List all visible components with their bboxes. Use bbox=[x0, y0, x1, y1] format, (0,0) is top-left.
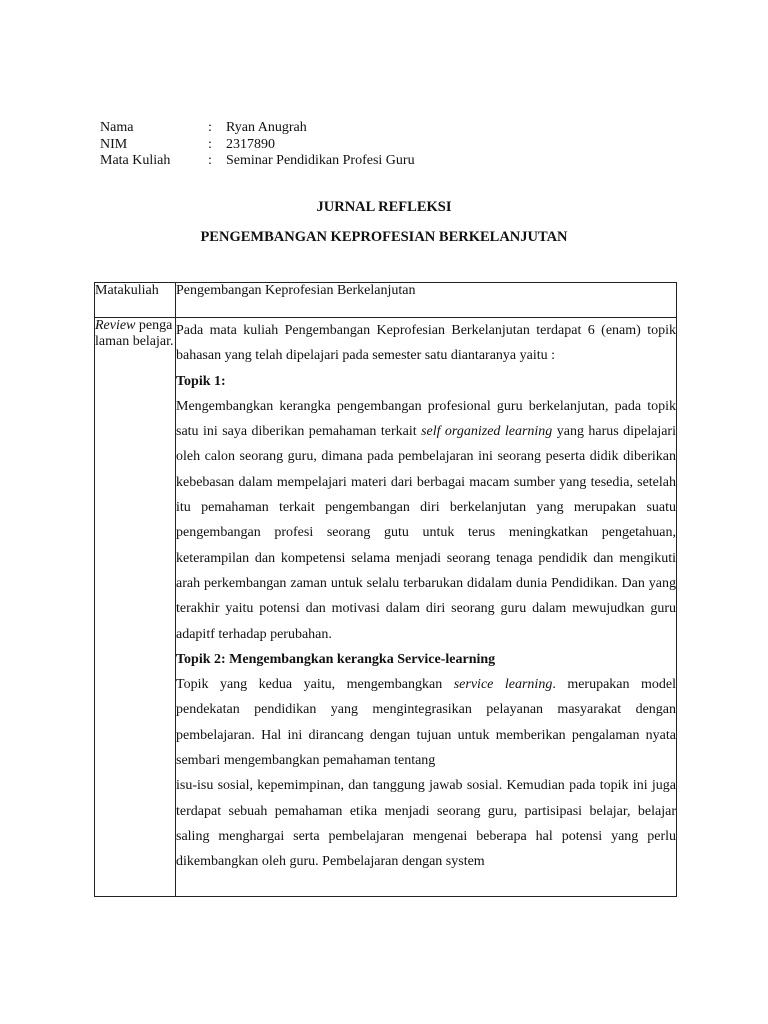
document-title: JURNAL REFLEKSI bbox=[316, 199, 452, 215]
review-content-cell bbox=[176, 318, 677, 897]
table-row bbox=[95, 283, 677, 318]
topic-1-text-b: yang harus dipelajari oleh calon seorang guru, dimana pada pembelajaran ini seorang peserta didik diberikan kebebasan dalam mempelajari materi dari berbagai macam sumber yang tesedia, setelah itu pemahaman terkait pengembangan diri berkelanjutan yang merupakan suatu pengembangan profesi seorang gutu untuk terus meningkatkan pengetahuan, keterampilan dan kompetensi selama menjadi seorang tenaga pendidik dan mengikuti arah perkembangan zaman untuk selalu terbarukan didalam dunia Pendidikan. Dan yang terakhir yaitu potensi dan motivasi dalam diri seorang guru dalam mewujudkan guru adapitf terhadap perubahan. bbox=[176, 424, 676, 642]
identity-label: NIM bbox=[100, 136, 128, 152]
identity-row-mata-kuliah bbox=[100, 153, 415, 170]
intro-paragraph: Pada mata kuliah Pengembangan Keprofesian Berkelanjutan terdapat 6 (enam) topik bahasan yang telah dipelajari pada semester satu diantaranya yaitu : bbox=[176, 323, 676, 364]
review-label-italic: Review bbox=[95, 318, 136, 333]
table-row bbox=[95, 318, 677, 897]
topic-2-paragraph bbox=[176, 672, 676, 773]
course-label-cell bbox=[95, 283, 176, 318]
topic-2-text-italic: service learning bbox=[453, 677, 553, 693]
identity-value: 2317890 bbox=[226, 136, 275, 152]
identity-label: Nama bbox=[100, 120, 134, 135]
identity-separator: : bbox=[208, 136, 212, 152]
topic-1-heading: Topik 1: bbox=[176, 373, 226, 389]
topic-1-text-a: Mengembangkan kerangka pengembangan profesional guru berkelanjutan, pada topik satu ini saya diberikan pemahaman terkait bbox=[176, 398, 676, 440]
identity-block bbox=[100, 120, 415, 170]
identity-separator: : bbox=[208, 153, 212, 168]
identity-row-nim bbox=[100, 137, 415, 154]
identity-label: Mata Kuliah bbox=[100, 153, 171, 168]
course-value: Pengembangan Keprofesian Berkelanjutan bbox=[176, 283, 416, 298]
reflection-table bbox=[94, 282, 677, 897]
topic-2-heading: Topik 2: Mengembangkan kerangka Service-learning bbox=[176, 651, 496, 667]
topic-1-text-italic: self organized learning bbox=[421, 424, 553, 440]
topic-2-text-a: Topik yang kedua yaitu, mengembangkan bbox=[176, 677, 454, 693]
review-label-rest: pengalaman belajar. bbox=[95, 318, 174, 349]
identity-value: Ryan Anugrah bbox=[226, 120, 307, 135]
identity-separator: : bbox=[208, 120, 212, 135]
identity-row-nama bbox=[100, 120, 415, 137]
topic-2-paragraph-continued: isu-isu sosial, kepemimpinan, dan tanggung jawab sosial. Kemudian pada topik ini juga terdapat sebuah pemahaman etika menjadi seorang guru, partisipasi belajar, belajar saling menghargai serta pembelajaran mengenai beberapa hal potensi yang perlu dikembangkan oleh guru. Pembelajaran dengan system bbox=[176, 778, 676, 870]
course-value-cell bbox=[176, 283, 677, 318]
topic-2-text-b: . merupakan model pendekatan pendidikan yang mengintegrasikan pelayanan masyarakat dengan pembelajaran. Hal ini dirancang dengan tujuan untuk memberikan pengalaman nyata sembari mengembangkan pemahaman tentang bbox=[176, 677, 677, 769]
review-label-cell bbox=[95, 318, 176, 897]
identity-value: Seminar Pendidikan Profesi Guru bbox=[226, 153, 415, 168]
topic-1-paragraph bbox=[176, 394, 676, 647]
course-label: Matakuliah bbox=[95, 283, 159, 298]
document-subtitle: PENGEMBANGAN KEPROFESIAN BERKELANJUTAN bbox=[200, 229, 568, 245]
